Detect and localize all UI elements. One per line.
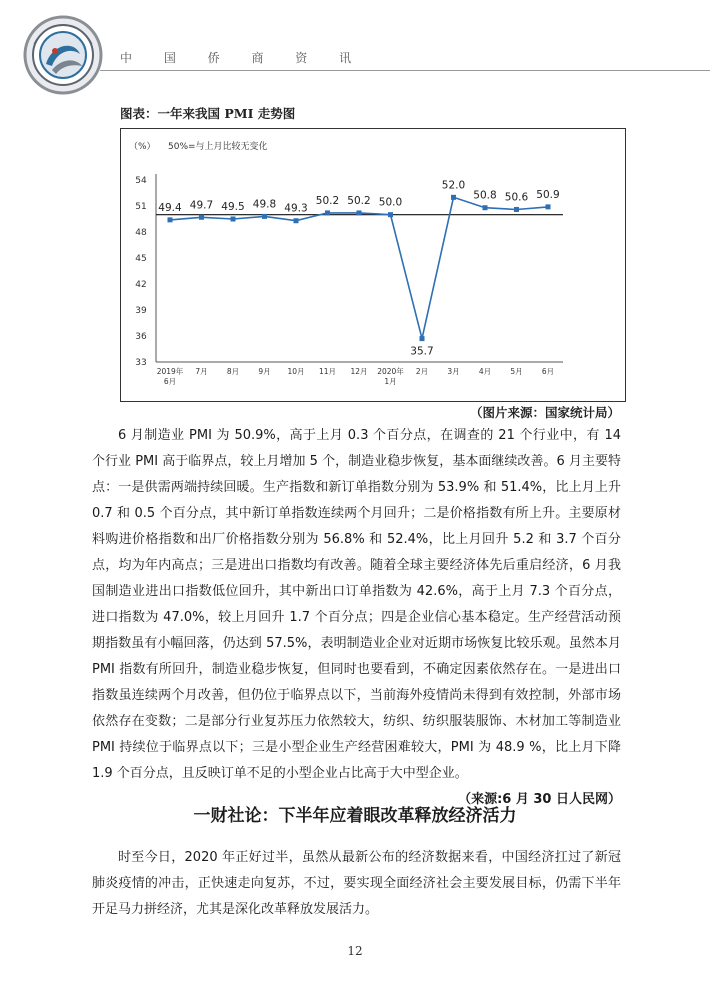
data-label: 50.2 [347, 194, 371, 207]
x-tick-label: 3月 [447, 367, 460, 376]
data-label: 50.0 [378, 196, 403, 209]
y-tick-label: 45 [135, 254, 147, 264]
x-tick-label: 2月 [415, 367, 429, 376]
x-tick-label: 5月 [510, 367, 523, 376]
data-point [514, 207, 519, 212]
x-tick-label: 2019年 [156, 367, 184, 376]
y-tick-label: 42 [135, 280, 147, 290]
data-label: 50.8 [473, 189, 497, 202]
data-label: 50.6 [504, 191, 529, 204]
data-label: 49.3 [284, 202, 308, 215]
x-tick-label: 7月 [195, 367, 208, 376]
data-label: 50.2 [315, 194, 340, 207]
data-point [231, 217, 236, 222]
x-tick-label: 2020年 [377, 367, 404, 376]
data-label: 49.7 [189, 199, 214, 212]
paragraph-1-text: 6 月制造业 PMI 为 50.9%，高于上月 0.3 个百分点，在调查的 21 个行业中，有 14 个行业 PMI 高于临界点，较上月增加 5 个，制造业稳步恢复，基本面继续改善。6 月主要特点：一是供需两端持续回暖。生产指数和新订单指数分别为 53.9% 和 51.4%，比上月上升 0.7 和 0.5 个百分点，其中新订单指数连续两个月回升；二是价格指数有所上升。主要原材料购进价格指数和出厂价格指数分别为 56.8% 和 52.4%，比上月回升 5.2 和 3.7 个百分点，均为年内高点；三是进出口指数均有改善。随着全球主要经济体先后重启经济，6 月我国制造业进出口指数低位回升，其中新出口订单指数为 42.6%，高于上月 7.3 个百分点，进口指数为 47.0%，较上月回升 1.7 个百分点；四是企业信心基本稳定。生产经营活动预期指数虽有小幅回落，仍达到 57.5%，表明制造业企业对近期市场恢复比较乐观。虽然本月 PMI 指数有所回升，制造业稳步恢复，但同时也要看到，不确定因素依然存在。一是进出口指数虽连续两个月改善，但仍位于临界点以下，当前海外疫情尚未得到有效控制，外部市场依然存在变数；二是部分行业复苏压力依然较大，纺织、纺织服装服饰、木材加工等制造业 PMI 持续位于临界点以下；三是小型企业生产经营困难较大，PMI 为 48.9 %，比上月下降 1.9 个百分点，且反映订单不足的小型企业占比高于大中型企业。 [92, 428, 621, 781]
pmi-line-chart [121, 129, 625, 401]
data-point [199, 215, 204, 220]
data-point [451, 195, 456, 200]
y-tick-label: 51 [135, 202, 147, 212]
data-label: 52.0 [441, 179, 466, 192]
section-title: 一财社论：下半年应着眼改革释放经济活力 [193, 806, 517, 826]
data-point [168, 217, 173, 222]
page-header [0, 0, 710, 100]
x-tick-label: 6月 [163, 377, 177, 386]
y-tick-label: 33 [135, 358, 147, 368]
x-tick-label: 10月 [287, 367, 305, 376]
header-divider [100, 70, 710, 71]
citation: （来源:6 月 30 日人民网） [458, 792, 621, 807]
x-tick-label: 11月 [318, 367, 337, 376]
pmi-chart [120, 128, 626, 402]
figure-source: （图片来源：国家统计局） [469, 405, 620, 420]
data-label: 35.7 [410, 345, 434, 358]
data-label: 49.8 [252, 198, 277, 211]
data-point [546, 204, 551, 209]
data-point [483, 205, 488, 210]
article-paragraph-2: 时至今日，2020 年正好过半，虽然从最新公布的经济数据来看，中国经济扛过了新冠肺炎疫情的冲击，正快速走向复苏，不过，要实现全面经济社会主要发展目标，仍需下半年开足马力拼经济，尤其是深化改革释放发展活力。 [92, 850, 621, 917]
x-tick-label: 12月 [350, 367, 368, 376]
y-tick-label: 48 [135, 228, 147, 238]
data-point [420, 336, 425, 341]
x-tick-label: 9月 [258, 367, 271, 376]
data-label: 49.4 [158, 201, 182, 214]
y-tick-label: 54 [135, 176, 147, 186]
y-tick-label: 36 [135, 332, 147, 342]
data-label: 49.5 [221, 201, 245, 213]
header-title: 中 国 侨 商 资 讯 [120, 51, 366, 65]
x-tick-label: 4月 [478, 367, 492, 376]
data-point [388, 212, 393, 217]
page-number: 12 [347, 944, 363, 958]
org-logo-icon [22, 14, 104, 96]
data-point [294, 218, 299, 223]
x-tick-label: 6月 [541, 367, 555, 376]
legend-note: 50%=与上月比较无变化 [168, 142, 268, 152]
data-point [357, 210, 362, 215]
data-label: 50.9 [536, 188, 560, 201]
data-point [262, 214, 267, 219]
figure-title: 图表：一年来我国 PMI 走势图 [120, 106, 296, 121]
x-tick-label: 1月 [384, 377, 397, 386]
x-tick-label: 8月 [226, 367, 240, 376]
data-point [325, 210, 330, 215]
y-tick-label: 39 [135, 306, 147, 316]
y-unit-label: （%） [129, 142, 156, 152]
article-paragraph-1 [92, 423, 621, 813]
